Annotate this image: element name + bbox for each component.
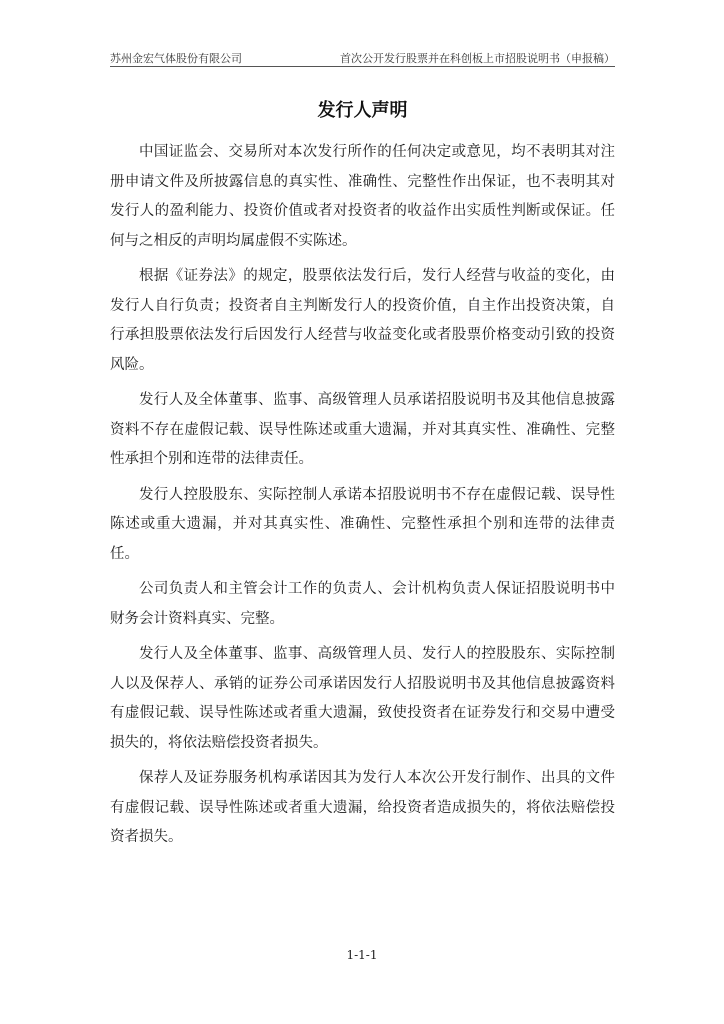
page-title: 发行人声明 — [317, 100, 408, 121]
paragraph-5: 公司负责人和主管会计工作的负责人、会计机构负责人保证招股说明书中财务会计资料真实、完整。 — [110, 581, 615, 627]
header-company-name: 苏州金宏气体股份有限公司 — [110, 52, 242, 65]
paragraph-6: 发行人及全体董事、监事、高级管理人员、发行人的控股股东、实际控制人以及保荐人、承销的证券公司承诺因发行人招股说明书及其他信息披露资料有虚假记载、误导性陈述或者重大遗漏，致使投资者在证券发行和交易中遭受损失的，将依法赔偿投资者损失。 — [110, 646, 615, 751]
page-header — [110, 48, 615, 66]
paragraph-1: 中国证监会、交易所对本次发行所作的任何决定或意见，均不表明其对注册申请文件及所披露信息的真实性、准确性、完整性作出保证，也不表明其对发行人的盈利能力、投资价值或者对投资者的收益作出实质性判断或保证。任何与之相反的声明均属虚假不实陈述。 — [110, 144, 615, 249]
paragraph-3: 发行人及全体董事、监事、高级管理人员承诺招股说明书及其他信息披露资料不存在虚假记载、误导性陈述或重大遗漏，并对其真实性、准确性、完整性承担个别和连带的法律责任。 — [110, 392, 615, 467]
paragraph-2: 根据《证券法》的规定，股票依法发行后，发行人经营与收益的变化，由发行人自行负责；投资者自主判断发行人的投资价值，自主作出投资决策，自行承担股票依法发行后因发行人经营与收益变化或者股票价格变动引致的投资风险。 — [110, 268, 615, 373]
paragraph-7: 保荐人及证券服务机构承诺因其为发行人本次公开发行制作、出具的文件有虚假记载、误导性陈述或者重大遗漏，给投资者造成损失的，将依法赔偿投资者损失。 — [110, 770, 615, 845]
statement-body — [110, 138, 615, 859]
paragraph-4: 发行人控股股东、实际控制人承诺本招股说明书不存在虚假记载、误导性陈述或重大遗漏，并对其真实性、准确性、完整性承担个别和连带的法律责任。 — [110, 486, 615, 562]
page-number: 1-1-1 — [346, 948, 378, 962]
header-divider — [110, 66, 615, 67]
header-document-title: 首次公开发行股票并在科创板上市招股说明书（申报稿） — [340, 52, 615, 65]
